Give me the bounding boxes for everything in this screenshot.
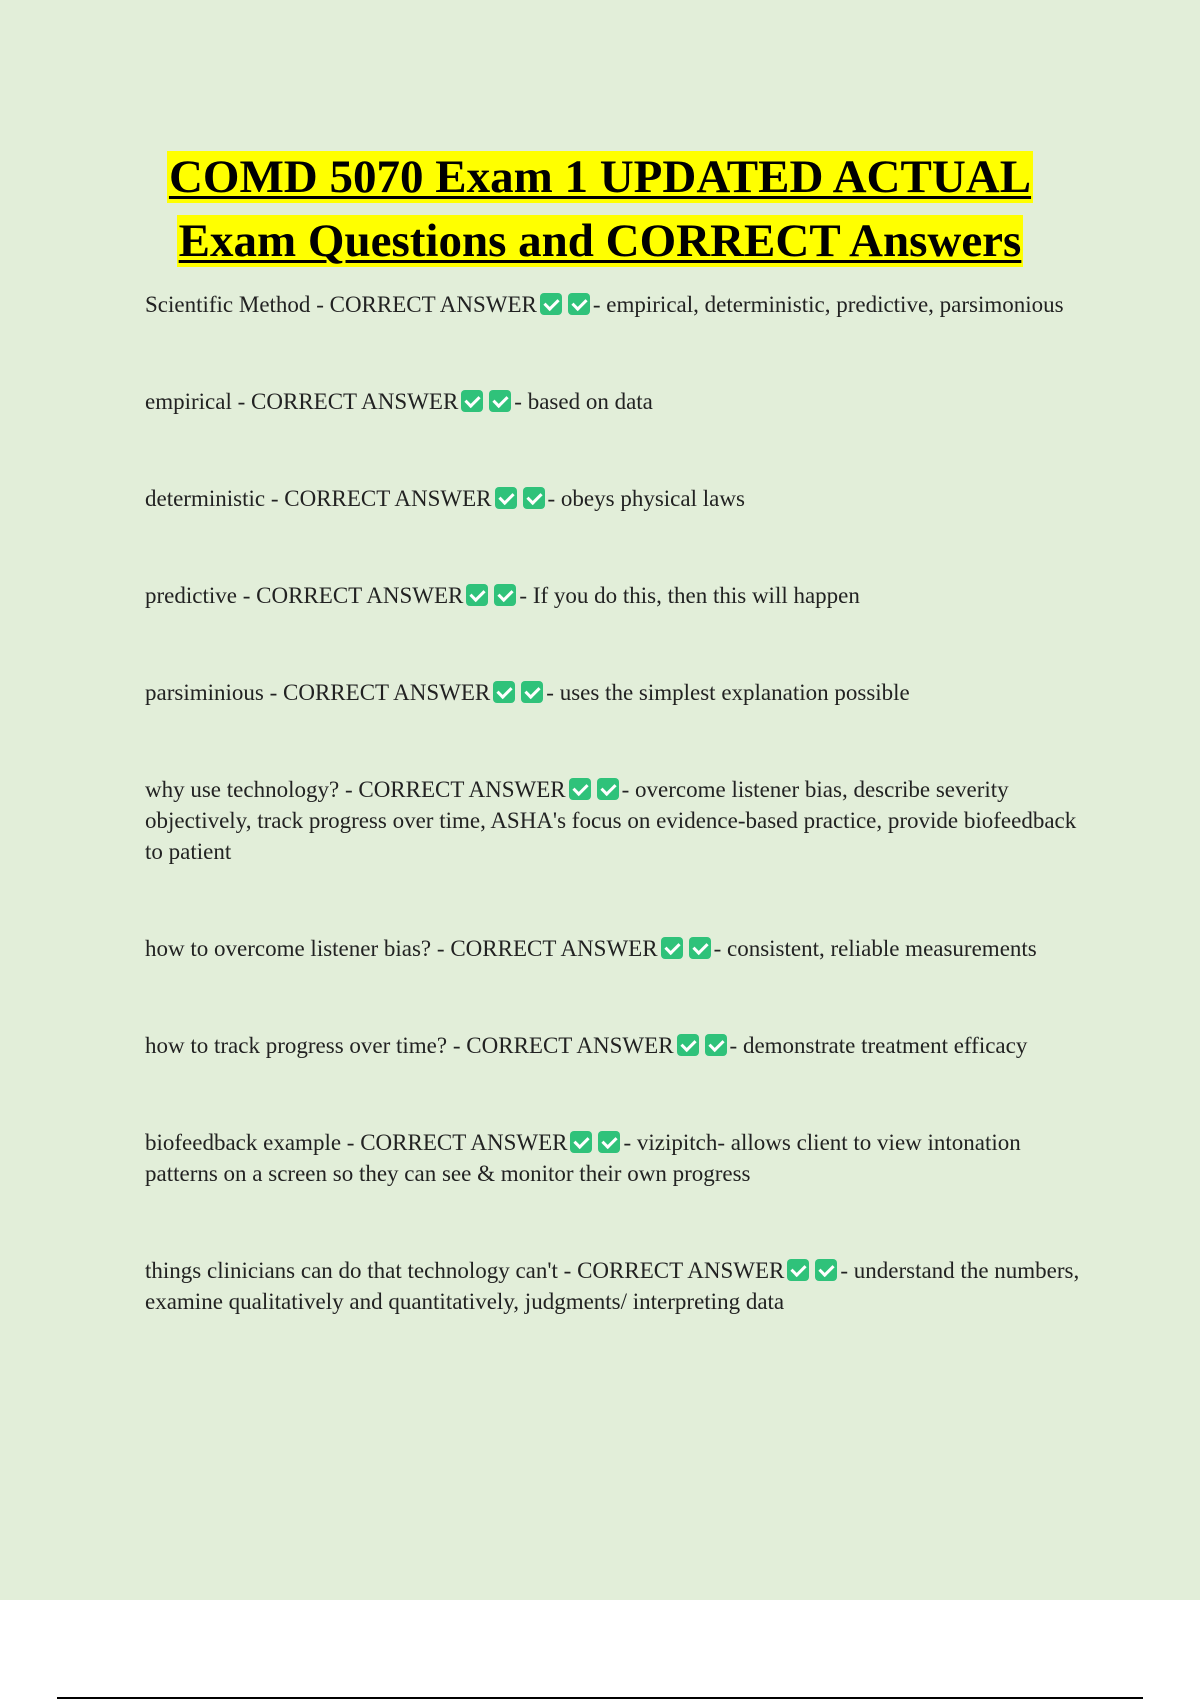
qa-item: predictive - CORRECT ANSWER - If you do this, then this will happen (145, 583, 860, 608)
question-text: predictive (145, 583, 237, 608)
answer-marker: CORRECT ANSWER (466, 1033, 674, 1058)
check-mark-icon (521, 681, 543, 703)
qa-item: how to track progress over time? - CORRECT ANSWER - demonstrate treatment efficacy (145, 1033, 1028, 1058)
answer-marker: CORRECT ANSWER (256, 583, 464, 608)
qa-item: how to overcome listener bias? - CORRECT ANSWER - consistent, reliable measurements (145, 936, 1037, 961)
check-mark-icon (787, 1259, 809, 1281)
check-mark-icon (569, 778, 591, 800)
question-text: why use technology? (145, 777, 340, 802)
answer-marker: CORRECT ANSWER (358, 777, 566, 802)
check-mark-icon (570, 1131, 592, 1153)
answer-text: vizipitch- allows client to view intonation patterns on a screen so they can see & monitor their own progress (145, 1130, 1021, 1186)
qa-item: parsiminious - CORRECT ANSWER - uses the simplest explanation possible (145, 680, 910, 705)
check-mark-icon (598, 1131, 620, 1153)
question-text: biofeedback example (145, 1130, 342, 1155)
title-line-2: Exam Questions and CORRECT Answers (178, 215, 1022, 267)
check-mark-icon (705, 1034, 727, 1056)
qa-item: empirical - CORRECT ANSWER - based on data (145, 389, 653, 414)
question-text: deterministic (145, 486, 266, 511)
answer-marker: CORRECT ANSWER (329, 292, 537, 317)
qa-item: why use technology? - CORRECT ANSWER - overcome listener bias, describe severity objectively, track progress over time, ASHA's focus on evidence-based practice, provide biofeedback to patient (145, 777, 1077, 864)
check-mark-icon (495, 487, 517, 509)
check-mark-icon (677, 1034, 699, 1056)
document-title (167, 145, 1033, 273)
question-text: Scientific Method (145, 292, 311, 317)
qa-item: Scientific Method - CORRECT ANSWER - empirical, deterministic, predictive, parsimonious (145, 292, 1064, 317)
check-mark-icon (494, 584, 516, 606)
answer-marker: CORRECT ANSWER (283, 680, 491, 705)
check-mark-icon (493, 681, 515, 703)
answer-marker: CORRECT ANSWER (450, 936, 658, 961)
answer-text: understand the numbers, examine qualitatively and quantitatively, judgments/ interpreting data (145, 1258, 1080, 1314)
check-mark-icon (523, 487, 545, 509)
question-text: things clinicians can do that technology can't (145, 1258, 558, 1283)
answer-text: demonstrate treatment efficacy (742, 1033, 1028, 1058)
answer-text: uses the simplest explanation possible (559, 680, 910, 705)
question-text: empirical (145, 389, 232, 414)
answer-marker: CORRECT ANSWER (577, 1258, 785, 1283)
check-mark-icon (466, 584, 488, 606)
check-mark-icon (568, 293, 590, 315)
question-text: parsiminious (145, 680, 264, 705)
question-text: how to track progress over time? (145, 1033, 448, 1058)
check-mark-icon (489, 390, 511, 412)
check-mark-icon (661, 937, 683, 959)
check-mark-icon (597, 778, 619, 800)
answer-text: overcome listener bias, describe severity objectively, track progress over time, ASHA's focus on evidence-based practice, provide biofeedback to patient (145, 777, 1077, 864)
footer-divider (57, 1697, 1143, 1699)
answer-text: based on data (527, 389, 653, 414)
answer-marker: CORRECT ANSWER (360, 1130, 568, 1155)
title-block (0, 145, 1200, 273)
question-text: how to overcome listener bias? (145, 936, 432, 961)
check-mark-icon (540, 293, 562, 315)
answer-marker: CORRECT ANSWER (251, 389, 459, 414)
check-mark-icon (815, 1259, 837, 1281)
qa-item: biofeedback example - CORRECT ANSWER - vizipitch- allows client to view intonation patterns on a screen so they can see & monitor their own progress (145, 1130, 1021, 1186)
answer-marker: CORRECT ANSWER (284, 486, 492, 511)
qa-list (145, 289, 1090, 1317)
qa-item: deterministic - CORRECT ANSWER - obeys physical laws (145, 486, 745, 511)
answer-text: consistent, reliable measurements (726, 936, 1037, 961)
title-line-1: COMD 5070 Exam 1 UPDATED ACTUAL (168, 151, 1032, 203)
qa-item: things clinicians can do that technology can't - CORRECT ANSWER - understand the numbers, examine qualitatively and quantitatively, judgments/ interpreting data (145, 1258, 1080, 1314)
answer-text: empirical, deterministic, predictive, parsimonious (606, 292, 1064, 317)
check-mark-icon (689, 937, 711, 959)
check-mark-icon (461, 390, 483, 412)
answer-text: obeys physical laws (560, 486, 745, 511)
answer-text: If you do this, then this will happen (532, 583, 860, 608)
